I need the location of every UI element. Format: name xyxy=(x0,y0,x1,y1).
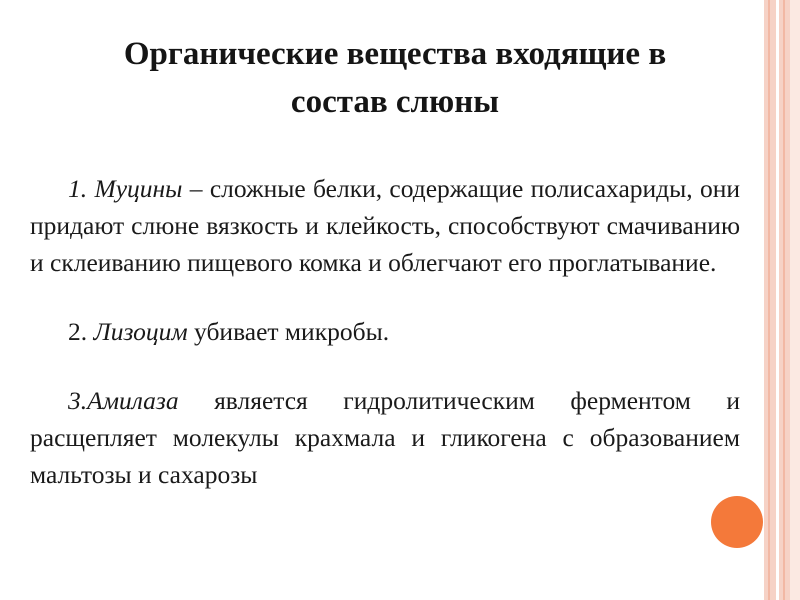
decorative-band-line xyxy=(783,0,785,600)
paragraph-text: является гидролитическим ферментом и расщепляет молекулы крахмала и гликогена с образованием мальтозы и сахарозы xyxy=(30,386,740,489)
slide-title-line-2: состав слюны xyxy=(290,84,500,120)
decorative-band-line xyxy=(776,0,779,600)
term-amylase: Амилаза xyxy=(87,386,179,415)
term-mucins: Муцины xyxy=(94,174,183,203)
paragraph-number: 3. xyxy=(68,386,88,415)
slide-title xyxy=(30,30,760,126)
slide-title-line-1: Органические вещества входящие в xyxy=(123,36,667,72)
paragraph-number: 1. xyxy=(68,174,88,203)
decorative-band-edge xyxy=(790,0,800,600)
term-lysozyme: Лизоцим xyxy=(93,317,188,346)
decorative-band-line xyxy=(768,0,770,600)
slide-body xyxy=(30,170,740,493)
paragraph-number: 2. xyxy=(68,317,88,346)
paragraph-lysozyme xyxy=(30,313,740,350)
paragraph-text: убивает микробы. xyxy=(187,317,390,346)
paragraph-text: – сложные белки, содержащие полисахариды, они придают слюне вязкость и клейкость, способствуют смачиванию и склеиванию пищевого комка и облегчают его проглатывание. xyxy=(30,174,740,277)
paragraph-amylase xyxy=(30,382,740,493)
paragraph-mucins xyxy=(30,170,740,281)
accent-circle xyxy=(711,496,763,548)
